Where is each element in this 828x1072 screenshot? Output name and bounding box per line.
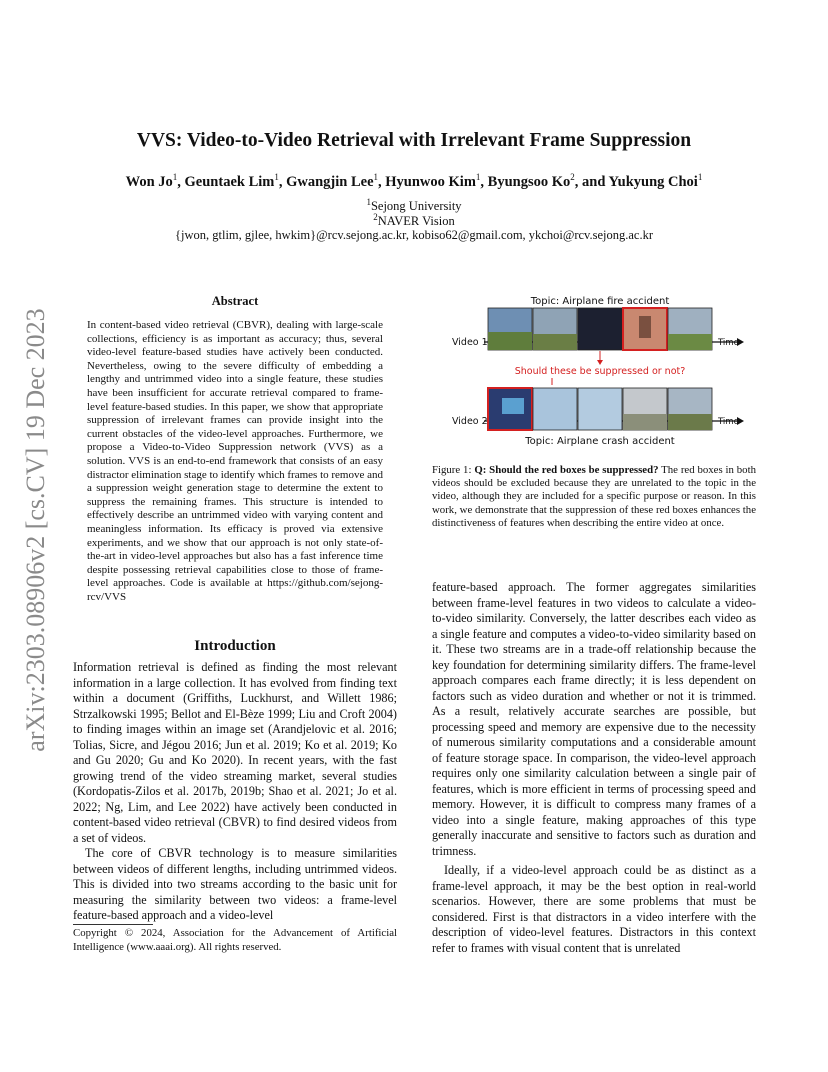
author: Won Jo xyxy=(125,173,173,190)
video1-frame-ground xyxy=(488,332,532,350)
topic2-label: Topic: Airplane crash accident xyxy=(525,436,675,447)
video2-frame-ground xyxy=(668,414,712,430)
time-label-2: Time xyxy=(718,417,739,427)
video1-frame-ground xyxy=(668,334,712,350)
abstract-heading: Abstract xyxy=(211,294,259,308)
question-label: Should these be suppressed or not? xyxy=(514,366,686,377)
intro-left-column xyxy=(73,660,397,924)
video1-frame xyxy=(578,308,622,350)
email-list: {jwon, gtlim, gjlee, hwkim}@rcv.sejong.ac.kr, kobiso62@gmail.com, ykchoi@rcv.sejong.ac.kr xyxy=(175,228,653,242)
author-list: Won Jo$^1$, Geuntaek Lim$^1$, Gwangjin Lee$^1$, Hyunwoo Kim$^1$, Byungsoo Ko$^2$, and Yukyung Choi$^1$ xyxy=(125,172,703,190)
video2-label: Video 2 xyxy=(452,416,488,427)
paragraph: The core of CBVR technology is to measure similarities between videos of different lengths, including untrimmed videos. This is divided into two streams according to the basic unit for measuring the similarity between two videos: a frame-level feature-based approach and a video-level xyxy=(73,846,397,922)
author: Yukyung Choi xyxy=(608,173,698,190)
caption-text: The red boxes in both videos should be excluded because they are unrelated to the topic in the video, although they are included for a specific purpose or reason. In this work, we demonstrate that the suppression of these red boxes enhances the distinctiveness of features when describing the entire video at once. xyxy=(432,464,756,529)
affiliation: $^2$NAVER Vision xyxy=(373,212,455,229)
abstract-text: In content-based video retrieval (CBVR), dealing with large-scale collections, efficiency is as important as accuracy; thus, several video-level feature-based studies have actively been conducted. Nevertheless, owing to the severe difficulty of embedding a lengthy and untrimmed video into a single feature, these studies have been insufficient for accurate retrieval compared to frame-level feature-based studies. In this paper, we show that appropriate suppression of irrelevant frames can provide insight into the current obstacles of the video-level approaches. Furthermore, we propose a Video-to-Video Suppression network (VVS) as a solution. VVS is an end-to-end framework that consists of an easy distractor elimination stage to identify which frames to remove and a suppression weight generation stage to determine the extent to suppress the remaining frames. This structure is intended to effectively describe an untrimmed video with varying content and meaningless information. Its efficacy is proved via extensive experiments, and we show that our approach is not only state-of-the-art in video-level approaches but also has a fast inference time despite possessing retrieval capabilities close to those of frame-level approaches. Code is available at https://github.com/sejong-rcv/VVS xyxy=(87,319,383,603)
video1-frame-ground xyxy=(533,334,577,350)
copyright-footnote: Copyright © 2024, Association for the Advancement of Artificial Intelligence (www.aaai.org). All rights reserved. xyxy=(73,927,397,953)
right-column xyxy=(432,580,756,956)
author: Gwangjin Lee xyxy=(286,173,374,190)
author: Byungsoo Ko xyxy=(487,173,571,190)
figure-1 xyxy=(432,290,756,450)
arxiv-id: arXiv:2303.08906v2 [cs.CV] 19 Dec 2023 xyxy=(21,308,50,752)
video2-frame-ground xyxy=(623,414,667,430)
paragraph: Ideally, if a video-level approach could be as distinct as a frame-level approach, it may be the best option in real-world scenarios. However, there are some problems that must be considered. First is that distractors in a video interfere with the description of video-level features. Distractors in this context refer to frames with visual content that is unrelated xyxy=(432,863,756,955)
paragraph: Information retrieval is defined as finding the most relevant information in a large collection. It has evolved from finding text within a document (Griffiths, Luckhurst, and Willett 1986; Strzalkowski 1995; Bellot and El-Bèze 1999; Liu and Croft 2004) to finding images within an image set (Arandjelovic et al. 2016; Tolias, Sicre, and Jégou 2016; Jun et al. 2019; Ko et al. 2019; Ko and Gu 2020; Gu and Ko 2020). In recent years, with the fast growing trend of the video streaming market, several studies (Kordopatis-Zilos et al. 2017b, 2019b; Shao et al. 2021; Jo et al. 2022; Ng, Lim, and Lee 2022) have actively been conducted in content-based video retrieval (CBVR) to find desired videos from a set of videos. xyxy=(73,660,397,845)
video2-frame xyxy=(578,388,622,430)
video2-frame xyxy=(533,388,577,430)
time-label-1: Time xyxy=(718,338,739,348)
arxiv-stamp xyxy=(18,290,54,770)
frame-screen-shape xyxy=(502,398,524,414)
figure-caption xyxy=(432,464,756,530)
paper-title: VVS: Video-to-Video Retrieval with Irrelevant Frame Suppression xyxy=(136,130,692,151)
frame-person-shape xyxy=(639,316,651,338)
video1-label: Video 1 xyxy=(452,337,488,348)
footnote-rule xyxy=(73,924,153,925)
paragraph: feature-based approach. The former aggregates similarities between frame-level features in two videos to calculate a video-to-video similarity. Conversely, the latter describes each video as a single feature and computes a video-to-video similarity based on it. These two streams are in a trade-off relationship because the key foundation for determining similarity differs. The frame-level approach compares each frame directly; it is less dependent on factors such as video duration and whether or not it is trimmed. As a result, relatively accurate searches are possible, but processing speed and memory are expensive due to the necessity of numerous similarity computations and a considerable amount of feature storage space. In comparison, the video-level approach requires only one similarity calculation between a single pair of features, which is more efficient in terms of processing speed and memory. However, it is difficult to compress many frames of a video into a single feature, making approaches of this type generally inaccurate and sensitive to factors such as duration and trimness. xyxy=(432,580,756,858)
author: Geuntaek Lim xyxy=(184,173,275,190)
affiliation: $^1$Sejong University xyxy=(366,197,462,214)
caption-bold: Q: Should the red boxes be suppressed? xyxy=(474,464,659,476)
topic1-label: Topic: Airplane fire accident xyxy=(530,296,670,307)
intro-heading: Introduction xyxy=(194,638,276,654)
author: Hyunwoo Kim xyxy=(385,173,476,190)
caption-label: Figure 1: xyxy=(432,464,472,476)
